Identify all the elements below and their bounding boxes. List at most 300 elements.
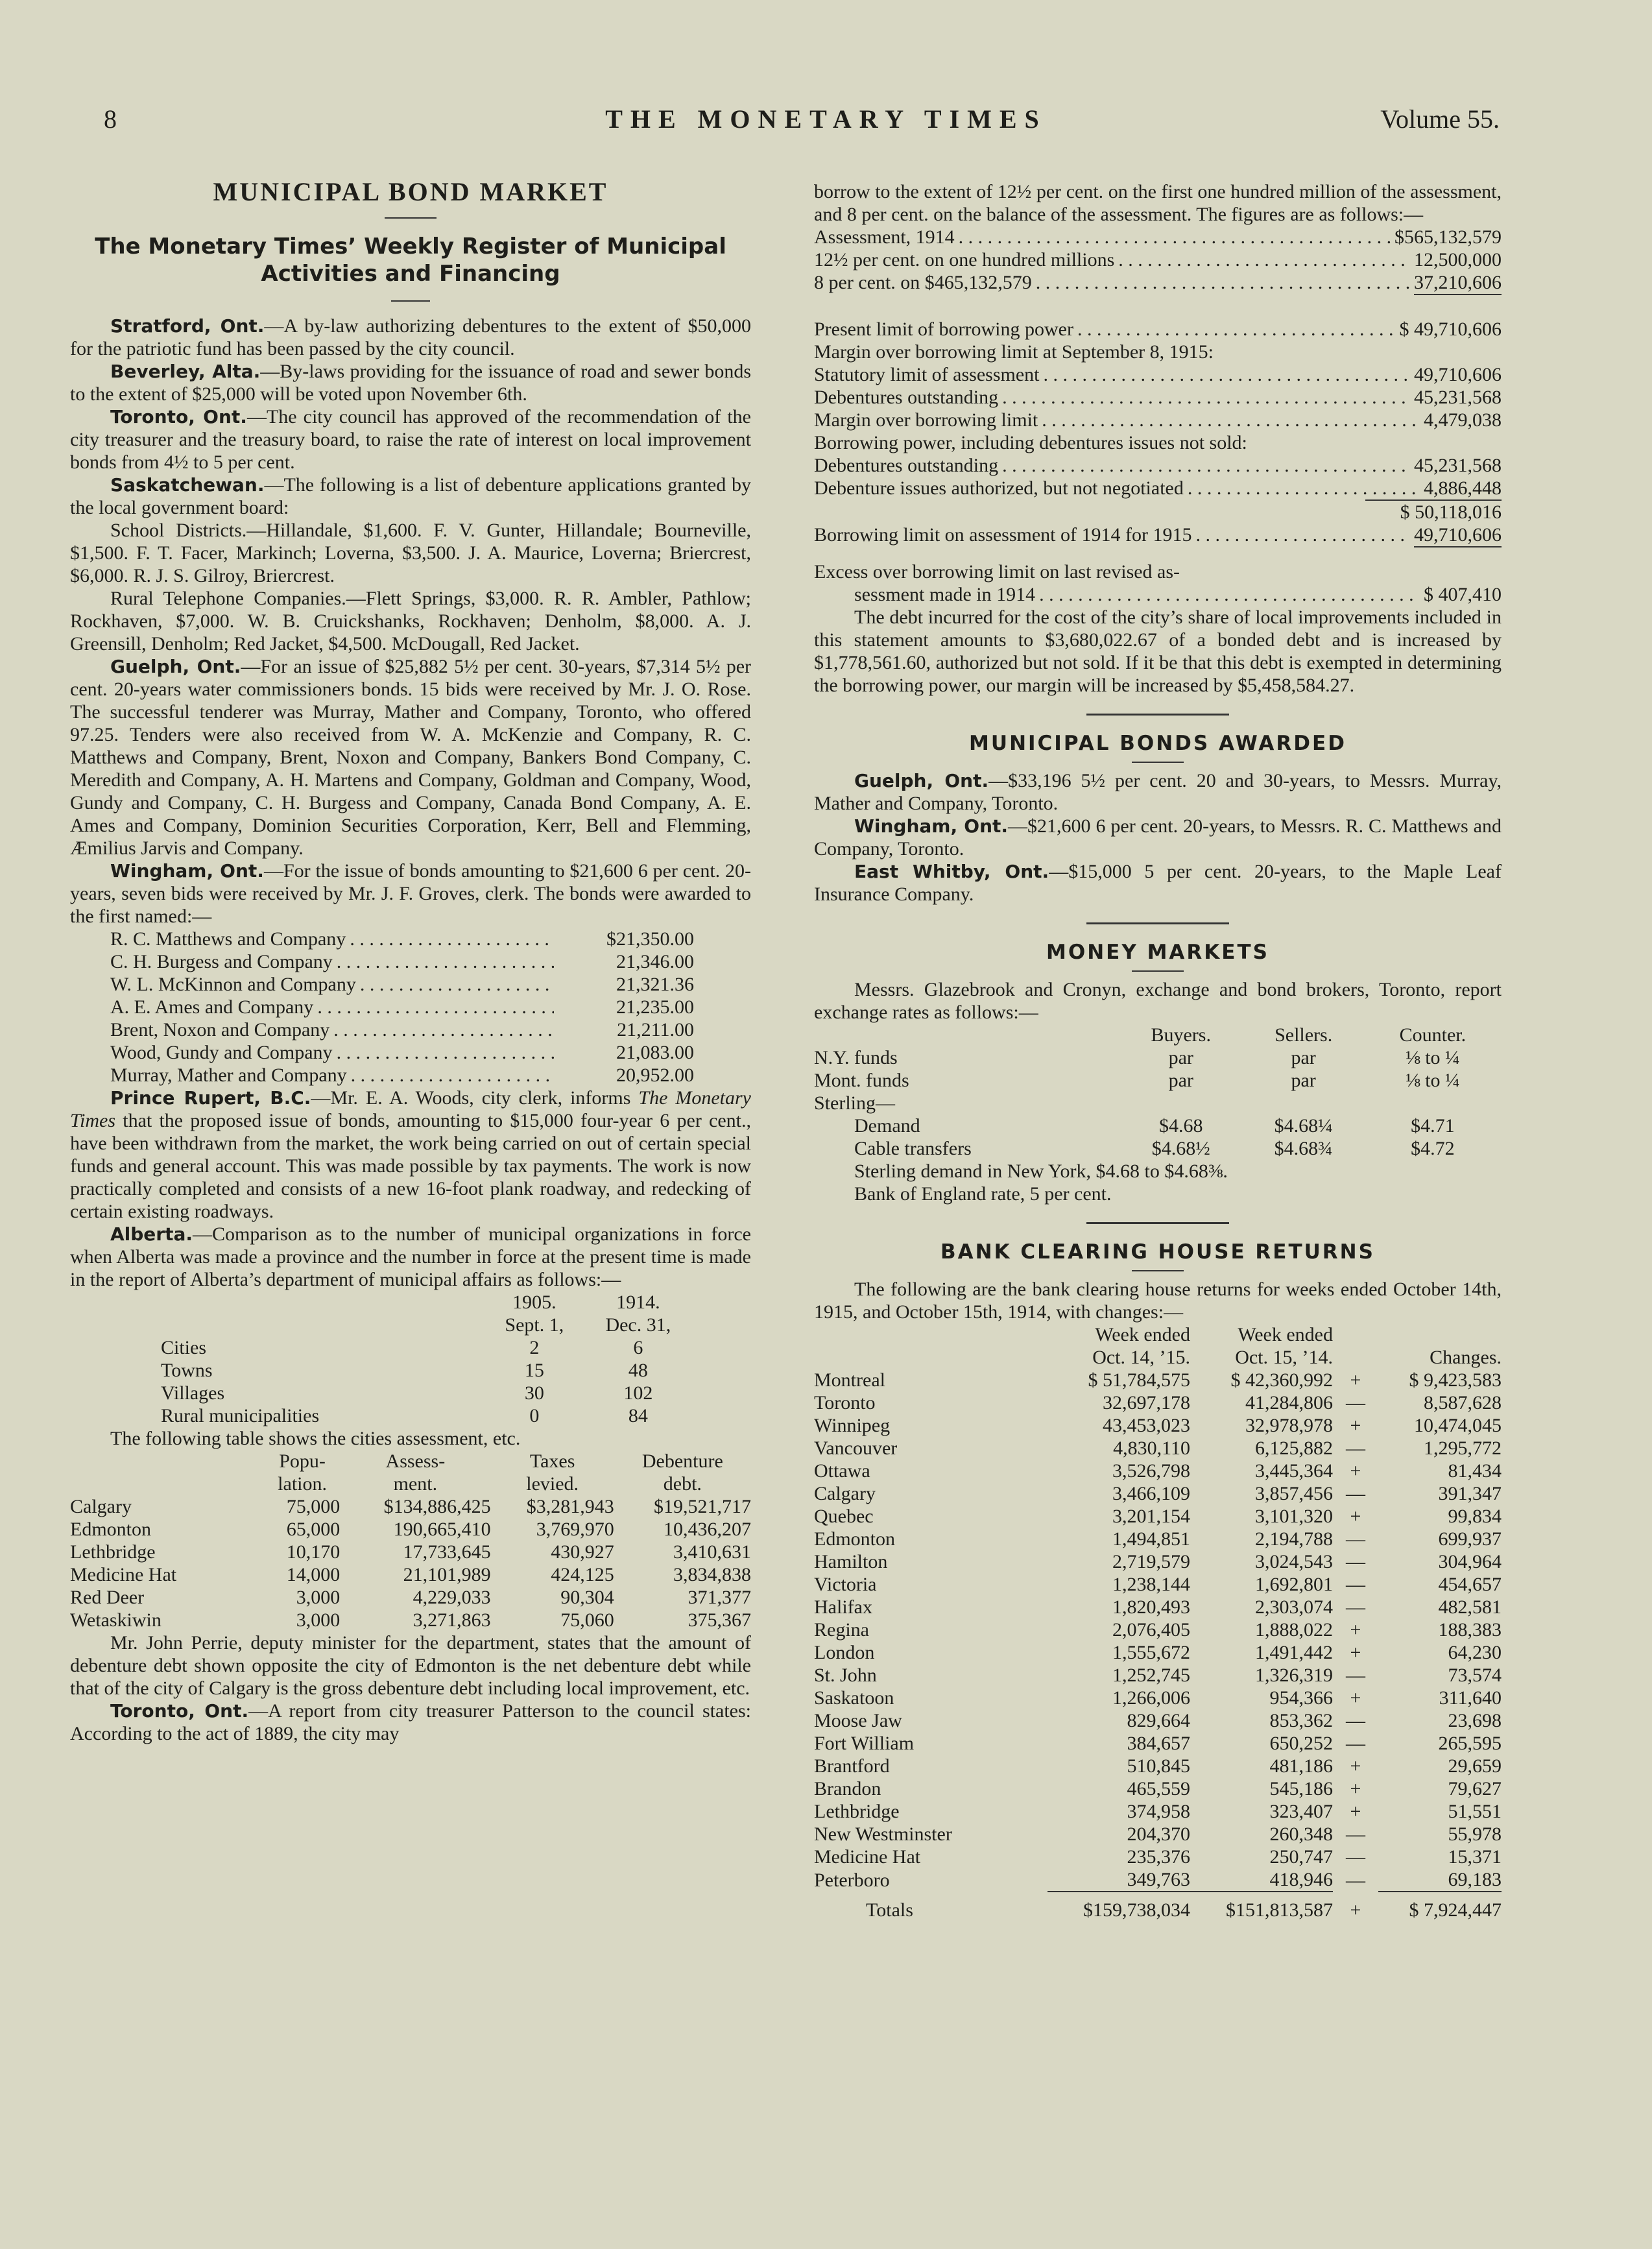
- excess-row: sessment made in 1914 . . . $ 407,410: [814, 583, 1502, 606]
- table-row: [814, 1823, 1502, 1846]
- item-text: —A by-law authorizing debentures to the extent of $50,000 for the patriotic fund has been passed by the city council.: [70, 315, 751, 359]
- cell-value: 1,266,006: [1112, 1687, 1190, 1709]
- table-row: [161, 1404, 693, 1427]
- cell-value: 424,125: [551, 1564, 614, 1585]
- row-value: 49,710,606: [1414, 364, 1502, 385]
- item-place: Toronto, Ont.: [110, 1700, 249, 1722]
- item-text: —$21,600 6 per cent. 20-years, to Messrs. R. C. Matthews and Company, Toronto.: [814, 815, 1502, 860]
- item-text: —A report from city treasurer Patterson to the council states: According to the act of 1889, the city may: [70, 1700, 751, 1744]
- section-subtitle: The Monetary Times’ Weekly Register of Municipal Activities and Financing: [95, 234, 726, 287]
- item-text: —$15,000 5 per cent. 20-years, to the Maple Leaf Insurance Company.: [814, 861, 1502, 905]
- cell-value: 430,927: [551, 1541, 614, 1563]
- cell-value: 10,474,045: [1414, 1415, 1502, 1436]
- cell-value: 323,407: [1269, 1801, 1333, 1822]
- cell-value: 391,347: [1438, 1483, 1502, 1504]
- table-header-row: [814, 1346, 1502, 1369]
- right-column: [814, 180, 1502, 1921]
- col-header: ment.: [393, 1473, 438, 1495]
- bid-amount: 21,321.36: [616, 974, 694, 995]
- sterling-ny: Sterling demand in New York, $4.68 to $4.68⅜.: [854, 1161, 1228, 1182]
- table-row: [814, 1664, 1502, 1687]
- cell-value: 69,183: [1448, 1869, 1502, 1890]
- change-sign: +: [1350, 1642, 1361, 1663]
- figure-row: [814, 477, 1502, 499]
- table-row: [814, 1550, 1502, 1573]
- cell-value: 3,201,154: [1112, 1506, 1190, 1527]
- item-prince-rupert: [70, 1087, 751, 1223]
- cell-value: 6: [633, 1337, 643, 1358]
- row-label: 8 per cent. on $465,132,579: [814, 272, 1032, 293]
- divider: [391, 300, 430, 302]
- bid-amount: $21,350.00: [606, 928, 694, 950]
- cell-value: 1,494,851: [1112, 1528, 1190, 1550]
- row-label: Winnipeg: [814, 1415, 891, 1436]
- row-label: Cities: [161, 1337, 207, 1358]
- cell-value: 384,657: [1127, 1733, 1190, 1754]
- register-item: [70, 315, 751, 360]
- sterling-label: Sterling—: [814, 1092, 895, 1114]
- bid-amount: 21,083.00: [616, 1042, 694, 1063]
- row-label: Wetaskiwin: [70, 1609, 162, 1631]
- table-header-row: [70, 1473, 751, 1495]
- col-header: Assess-: [385, 1450, 446, 1472]
- cell-value: 10,170: [286, 1541, 341, 1563]
- cell-value: 1,888,022: [1255, 1619, 1333, 1641]
- cell-value: 3,271,863: [413, 1609, 491, 1631]
- cell-value: 3,526,798: [1112, 1460, 1190, 1482]
- item-text: —Mr. E. A. Woods, city clerk, informs: [311, 1087, 639, 1109]
- cell-value: 51,551: [1448, 1801, 1502, 1822]
- cell-value: 481,186: [1269, 1755, 1333, 1777]
- item-guelph: [70, 655, 751, 860]
- cell-value: par: [1168, 1047, 1193, 1068]
- bid-amount: 21,235.00: [616, 996, 694, 1018]
- cell-value: 65,000: [286, 1519, 341, 1540]
- cell-value: $ 9,423,583: [1409, 1369, 1502, 1391]
- item-text: —The city council has approved of the recommendation of the city treasurer and the treasury board, to raise the rate of interest on local improvement bonds from 4½ to 5 per cent.: [70, 406, 751, 473]
- cell-value: 375,367: [688, 1609, 751, 1631]
- row-label: Montreal: [814, 1369, 885, 1391]
- item-place: Prince Rupert, B.C.: [110, 1087, 311, 1109]
- cell-value: par: [1291, 1047, 1316, 1068]
- table-header-row: [70, 1450, 751, 1473]
- table-row: [70, 1609, 751, 1631]
- totals-value: $151,813,587: [1190, 1892, 1333, 1921]
- borrowing-limit-row: Borrowing limit on assessment of 1914 for 1915 . . . 49,710,606: [814, 523, 1502, 547]
- table-row: [70, 1495, 751, 1518]
- change-sign: —: [1346, 1733, 1365, 1754]
- cell-value: $4.72: [1411, 1138, 1455, 1159]
- col-header: Counter.: [1399, 1024, 1466, 1046]
- margin-figures: [814, 363, 1502, 431]
- col-header: levied.: [526, 1473, 579, 1495]
- table-row: [814, 1868, 1502, 1892]
- col-header: Popu-: [279, 1450, 326, 1472]
- table-row: [814, 1437, 1502, 1460]
- dot-leader: [1043, 363, 1410, 386]
- bid-row: [110, 996, 694, 1018]
- change-sign: —: [1346, 1596, 1365, 1618]
- row-label: N.Y. funds: [814, 1047, 898, 1068]
- row-label: Hamilton: [814, 1551, 888, 1572]
- row-label: St. John: [814, 1665, 877, 1686]
- cell-value: 650,252: [1269, 1733, 1333, 1754]
- cell-value: 6,125,882: [1255, 1437, 1333, 1459]
- row-label: Halifax: [814, 1596, 872, 1618]
- table-row: [814, 1800, 1502, 1823]
- item-text: —By-laws providing for the issuance of road and sewer bonds to the extent of $25,000 will be voted upon November 6th.: [70, 361, 751, 405]
- sask-rural-telephone: Rural Telephone Companies.—Flett Springs, $3,000. R. R. Ambler, Pathlow; Rockhaven, $7,000. W. B. Cruickshanks, Rockhaven; Denholm, $8,000. A. J. Greensill, Denholm; Red Jacket, $4,500. McDougall, Red Jacket.: [70, 588, 751, 655]
- awarded-item: [814, 769, 1502, 815]
- change-sign: +: [1350, 1778, 1361, 1799]
- cell-value: 3,769,970: [536, 1519, 614, 1540]
- table-row: [814, 1709, 1502, 1732]
- cell-value: 64,230: [1448, 1642, 1502, 1663]
- change-sign: —: [1346, 1574, 1365, 1595]
- cell-value: par: [1291, 1070, 1316, 1091]
- row-label: Medicine Hat: [70, 1564, 177, 1585]
- table-row: [814, 1114, 1502, 1137]
- cell-value: 3,000: [296, 1587, 341, 1608]
- cell-value: 41,284,806: [1245, 1392, 1333, 1413]
- cell-value: 17,733,645: [403, 1541, 491, 1563]
- divider: [1086, 1222, 1229, 1224]
- col-header: 1914.: [616, 1292, 660, 1313]
- change-sign: —: [1346, 1551, 1365, 1572]
- cell-value: 1,692,801: [1255, 1574, 1333, 1595]
- row-label: Vancouver: [814, 1437, 898, 1459]
- item-text: —For the issue of bonds amounting to $21,600 6 per cent. 20-years, seven bids were received by Mr. J. F. Groves, clerk. The bonds were awarded to the first named:—: [70, 860, 751, 927]
- cell-value: 482,581: [1438, 1596, 1502, 1618]
- dot-leader: [1188, 477, 1420, 499]
- row-label: Toronto: [814, 1392, 876, 1413]
- cell-value: 2,303,074: [1255, 1596, 1333, 1618]
- wingham-bid-list: [110, 928, 694, 1087]
- item-place: East Whitby, Ont.: [854, 861, 1049, 882]
- row-value: 4,479,038: [1424, 409, 1502, 431]
- table-row: [814, 1687, 1502, 1709]
- bid-name: C. H. Burgess and Company: [110, 951, 333, 972]
- row-label: Ottawa: [814, 1460, 870, 1482]
- cell-value: 2,076,405: [1112, 1619, 1190, 1641]
- change-sign: —: [1346, 1823, 1365, 1845]
- figure-row: [814, 271, 1502, 295]
- bid-row: [110, 928, 694, 950]
- cell-value: 30: [524, 1382, 544, 1404]
- cell-value: 829,664: [1127, 1710, 1190, 1731]
- cell-value: 204,370: [1127, 1823, 1190, 1845]
- journal-name: The Monetary Times: [70, 1087, 751, 1131]
- bid-amount: 20,952.00: [616, 1064, 694, 1086]
- cell-value: $19,521,717: [654, 1496, 751, 1517]
- row-label: Assessment, 1914: [814, 226, 955, 248]
- item-text: —$33,196 5½ per cent. 20 and 30-years, to Messrs. Murray, Mather and Company, Toronto.: [814, 770, 1502, 814]
- figure-row: [814, 409, 1502, 431]
- cell-value: 15: [524, 1360, 544, 1381]
- divider: [385, 217, 437, 219]
- cell-value: 3,857,456: [1255, 1483, 1333, 1504]
- bid-row: [110, 950, 694, 973]
- cell-value: 3,000: [296, 1609, 341, 1631]
- register-items: [70, 315, 751, 519]
- totals-value: $ 7,924,447: [1378, 1892, 1502, 1921]
- row-label: Fort William: [814, 1733, 915, 1754]
- change-sign: +: [1350, 1755, 1361, 1777]
- cell-value: 418,946: [1269, 1869, 1333, 1890]
- figure-row: [814, 248, 1502, 271]
- table-row: [70, 1563, 751, 1586]
- bid-name: W. L. McKinnon and Company: [110, 974, 356, 995]
- table-row: [814, 1573, 1502, 1596]
- row-label: Saskatoon: [814, 1687, 894, 1709]
- dot-leader: [1002, 454, 1410, 477]
- item-place: Alberta.: [110, 1223, 193, 1245]
- cell-value: 1,238,144: [1112, 1574, 1190, 1595]
- totals-label: Totals: [866, 1899, 913, 1921]
- change-sign: +: [1350, 1687, 1361, 1709]
- awarded-item: [814, 860, 1502, 906]
- clearing-intro: The following are the bank clearing house returns for weeks ended October 14th, 1915, and October 15th, 1914, with changes:—: [814, 1279, 1502, 1323]
- item-alberta: [70, 1223, 751, 1291]
- cell-value: 73,574: [1448, 1665, 1502, 1686]
- cell-value: 311,640: [1439, 1687, 1502, 1709]
- cell-value: $4.68: [1158, 1115, 1203, 1137]
- cell-value: ⅛ to ¼: [1406, 1070, 1460, 1091]
- cell-value: 250,747: [1269, 1846, 1333, 1868]
- col-header: Week ended: [1095, 1324, 1190, 1345]
- row-label: Edmonton: [814, 1528, 895, 1550]
- cell-value: 954,366: [1269, 1687, 1333, 1709]
- bid-amount: 21,211.00: [617, 1019, 694, 1040]
- cell-value: 32,697,178: [1103, 1392, 1190, 1413]
- divider: [1086, 714, 1229, 716]
- item-place: Beverley, Alta.: [110, 361, 261, 382]
- register-item: [70, 360, 751, 405]
- table-row: [814, 1596, 1502, 1618]
- dot-leader: [337, 950, 554, 973]
- row-label: Demand: [854, 1115, 920, 1137]
- col-header: Week ended: [1238, 1324, 1333, 1345]
- row-value: 45,231,568: [1414, 387, 1502, 408]
- cities-intro: The following table shows the cities assessment, etc.: [110, 1428, 521, 1449]
- row-label: Quebec: [814, 1506, 874, 1527]
- table-row: [814, 1528, 1502, 1550]
- dot-leader: [360, 973, 554, 996]
- cell-value: 3,445,364: [1255, 1460, 1333, 1482]
- section-title: MUNICIPAL BONDS AWARDED: [969, 732, 1347, 755]
- dot-leader: [337, 1041, 554, 1064]
- bid-name: A. E. Ames and Company: [110, 996, 314, 1018]
- divider: [1132, 1270, 1184, 1271]
- cell-value: 190,665,410: [393, 1519, 491, 1540]
- change-sign: +: [1350, 1801, 1361, 1822]
- cell-value: 8,587,628: [1424, 1392, 1502, 1413]
- change-sign: —: [1346, 1710, 1365, 1731]
- col-header: Sept. 1,: [505, 1314, 564, 1336]
- cell-value: 545,186: [1269, 1778, 1333, 1799]
- divider: [1086, 922, 1229, 924]
- borrowing-figures: [814, 454, 1502, 499]
- item-text: that the proposed issue of bonds, amounting to $15,000 four-year 6 per cent., have been withdrawn from the market, the work being carried on out of certain special funds and general account. This was made possible by tax payments. The work is now practically completed and consists of a new 16-foot plank roadway, and redecking of certain existing roadways.: [70, 1110, 751, 1222]
- item-wingham: [70, 860, 751, 928]
- cell-value: 4,229,033: [413, 1587, 491, 1608]
- table-row: [814, 1046, 1502, 1069]
- table-row: [814, 1618, 1502, 1641]
- cell-value: 14,000: [286, 1564, 341, 1585]
- table-row: [161, 1359, 693, 1382]
- cell-value: 75,000: [286, 1496, 341, 1517]
- bid-row: [110, 1064, 694, 1087]
- section-title: BANK CLEARING HOUSE RETURNS: [940, 1240, 1375, 1264]
- cell-value: 510,845: [1127, 1755, 1190, 1777]
- table-header-row: [161, 1291, 693, 1314]
- volume-label: Volume 55.: [1380, 104, 1500, 134]
- table-row: [814, 1414, 1502, 1437]
- section-title: MUNICIPAL BOND MARKET: [213, 177, 608, 206]
- change-sign: +: [1350, 1506, 1361, 1527]
- cell-value: 79,627: [1448, 1778, 1502, 1799]
- change-sign: +: [1350, 1369, 1361, 1391]
- row-label: Debentures outstanding: [814, 455, 999, 476]
- cell-value: 15,371: [1448, 1846, 1502, 1868]
- table-row: [814, 1505, 1502, 1528]
- col-header: Taxes: [529, 1450, 575, 1472]
- divider: [1132, 762, 1184, 763]
- cell-value: $4.68¾: [1274, 1138, 1333, 1159]
- bid-name: Murray, Mather and Company: [110, 1064, 347, 1086]
- cell-value: 90,304: [560, 1587, 614, 1608]
- cell-value: 853,362: [1269, 1710, 1333, 1731]
- change-sign: —: [1346, 1437, 1365, 1459]
- row-label: Rural municipalities: [161, 1405, 320, 1426]
- row-label: Debenture issues authorized, but not negotiated: [814, 477, 1184, 499]
- totals-row: [814, 1892, 1502, 1921]
- bid-name: Wood, Gundy and Company: [110, 1042, 333, 1063]
- cell-value: ⅛ to ¼: [1406, 1047, 1460, 1068]
- cell-value: 75,060: [560, 1609, 614, 1631]
- change-sign: —: [1346, 1483, 1365, 1504]
- change-sign: —: [1346, 1392, 1365, 1413]
- change-sign: +: [1350, 1415, 1361, 1436]
- row-label: Lethbridge: [70, 1541, 156, 1563]
- cell-value: 29,659: [1448, 1755, 1502, 1777]
- figure-row: [814, 454, 1502, 477]
- row-label: Lethbridge: [814, 1801, 900, 1822]
- item-place: Guelph, Ont.: [854, 770, 989, 791]
- cell-value: $4.68½: [1151, 1138, 1210, 1159]
- row-label: Peterboro: [814, 1869, 890, 1891]
- row-label: Moose Jaw: [814, 1710, 902, 1731]
- cell-value: 4,830,110: [1113, 1437, 1190, 1459]
- figure-row: [814, 386, 1502, 409]
- awarded-item: [814, 815, 1502, 860]
- dot-leader: [351, 1064, 554, 1087]
- table-row: [161, 1382, 693, 1404]
- cell-value: 349,763: [1127, 1869, 1190, 1890]
- row-label: Towns: [161, 1360, 213, 1381]
- cell-value: 304,964: [1438, 1551, 1502, 1572]
- table-row: [70, 1518, 751, 1541]
- item-place: Wingham, Ont.: [110, 860, 264, 882]
- item-place: Wingham, Ont.: [854, 815, 1009, 837]
- table-header-row: [814, 1024, 1502, 1046]
- item-place: Guelph, Ont.: [110, 656, 241, 677]
- cell-value: $ 51,784,575: [1088, 1369, 1190, 1391]
- col-header: Oct. 15, ’14.: [1235, 1347, 1333, 1368]
- table-row: [814, 1755, 1502, 1777]
- change-sign: —: [1346, 1528, 1365, 1550]
- row-label: Calgary: [814, 1483, 876, 1504]
- present-limit-row: Present limit of borrowing power . . . $ 49,710,606: [814, 318, 1502, 341]
- change-sign: —: [1346, 1665, 1365, 1686]
- cell-value: 0: [529, 1405, 540, 1426]
- totals-value: $159,738,034: [1047, 1892, 1190, 1921]
- change-sign: —: [1346, 1869, 1365, 1891]
- cell-value: 55,978: [1448, 1823, 1502, 1845]
- continued-text: borrow to the extent of 12½ per cent. on the first one hundred million of the assessment, and 8 per cent. on the balance of the assessment. The figures are as follows:—: [814, 181, 1502, 225]
- item-text: —For an issue of $25,882 5½ per cent. 30-years, $7,314 5½ per cent. 20-years water commissioners bonds. 15 bids were received by Mr. J. O. Rose. The successful tenderer was Murray, Mather and Company, Toronto, who offered 97.25. Tenders were also received from W. A. McKenzie and Company, R. C. Matthews and Company, Brent, Noxon and Company, Bankers Bond Company, C. Meredith and Company, A. H. Martens and Company, Goldman and Company, Wood, Gundy and Company, C. H. Burgess and Company, Canada Bond Company, A. E. Ames and Company, Dominion Securities Corporation, Kerr, Bell and Flemming, Æmilius Jarvis and Company.: [70, 656, 752, 859]
- item-place: Toronto, Ont.: [110, 406, 247, 427]
- left-column: [70, 177, 752, 1745]
- cell-value: 699,937: [1438, 1528, 1502, 1550]
- col-header: Oct. 14, ’15.: [1092, 1347, 1190, 1368]
- row-label: Red Deer: [70, 1587, 145, 1608]
- col-header: Sellers.: [1275, 1024, 1333, 1046]
- item-text: —Comparison as to the number of municipal organizations in force when Alberta was made a province and the number in force at the present time is made in the report of Alberta’s department of municipal affairs as follows:—: [70, 1223, 751, 1290]
- cell-value: 1,491,442: [1255, 1642, 1333, 1663]
- dot-leader: [1036, 271, 1410, 295]
- cell-value: 21,101,989: [403, 1564, 491, 1585]
- cell-value: 235,376: [1127, 1846, 1190, 1868]
- table-row: [814, 1369, 1502, 1391]
- table-row: [161, 1336, 693, 1359]
- col-header: Debenture: [641, 1450, 723, 1472]
- row-label: Margin over borrowing limit: [814, 409, 1038, 431]
- dot-leader: [350, 928, 554, 950]
- row-label: Villages: [161, 1382, 225, 1404]
- exchange-rates-table: [814, 1024, 1502, 1205]
- row-label: Edmonton: [70, 1519, 151, 1540]
- cell-value: 1,295,772: [1424, 1437, 1502, 1459]
- table-row: [814, 1777, 1502, 1800]
- cities-assessment-table: [70, 1450, 751, 1631]
- bank-rate: Bank of England rate, 5 per cent.: [854, 1183, 1112, 1205]
- row-value: 37,210,606: [1414, 271, 1502, 295]
- table-row: [814, 1482, 1502, 1505]
- change-sign: +: [1350, 1460, 1361, 1482]
- figure-row: [814, 363, 1502, 386]
- assessment-figures: [814, 226, 1502, 295]
- row-label: Mont. funds: [814, 1070, 909, 1091]
- col-header: lation.: [278, 1473, 327, 1495]
- cell-value: $ 42,360,992: [1230, 1369, 1333, 1391]
- dot-leader: [1118, 248, 1410, 271]
- table-row: [814, 1641, 1502, 1664]
- journal-title: THE MONETARY TIMES: [605, 104, 1047, 134]
- cell-value: 454,657: [1438, 1574, 1502, 1595]
- awarded-list: [814, 769, 1502, 906]
- total-value: $ 50,118,016: [1365, 499, 1502, 523]
- row-label: Statutory limit of assessment: [814, 364, 1040, 385]
- row-value: 4,886,448: [1424, 477, 1502, 499]
- change-sign: +: [1350, 1619, 1361, 1641]
- item-text: —The following is a list of debenture applications granted by the local government board:: [70, 474, 751, 518]
- cell-value: 3,024,543: [1255, 1551, 1333, 1572]
- excess-label: Excess over borrowing limit on last revised as-: [814, 561, 1180, 583]
- row-label: Calgary: [70, 1496, 132, 1517]
- col-header: 1905.: [512, 1292, 557, 1313]
- bid-name: Brent, Noxon and Company: [110, 1019, 330, 1040]
